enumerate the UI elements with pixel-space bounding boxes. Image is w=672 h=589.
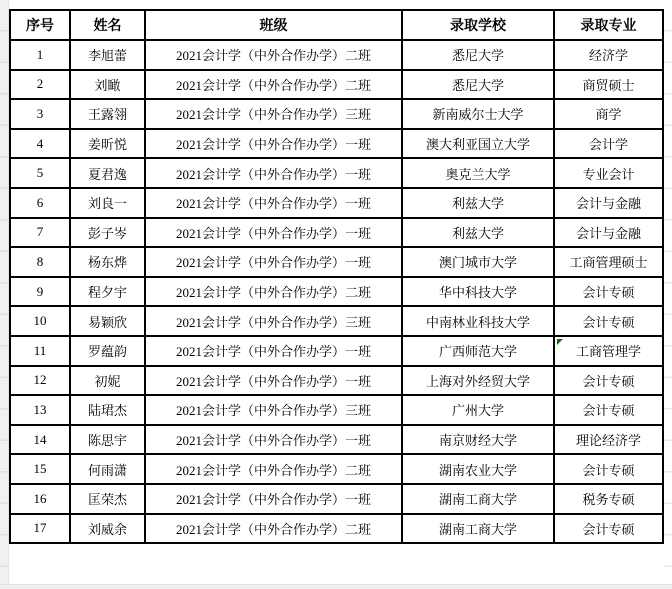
table-cell[interactable]: 7 xyxy=(10,218,70,248)
table-cell[interactable]: 2021会计学（中外合作办学）一班 xyxy=(145,218,402,248)
col-header-major[interactable]: 录取专业 xyxy=(554,10,663,40)
table-cell[interactable]: 上海对外经贸大学 xyxy=(402,366,554,396)
table-cell[interactable]: 2021会计学（中外合作办学）一班 xyxy=(145,188,402,218)
table-cell[interactable]: 会计专硕 xyxy=(554,514,663,544)
table-cell[interactable]: 2021会计学（中外合作办学）一班 xyxy=(145,425,402,455)
table-cell[interactable]: 广州大学 xyxy=(402,395,554,425)
col-header-school[interactable]: 录取学校 xyxy=(402,10,554,40)
table-cell[interactable]: 理论经济学 xyxy=(554,425,663,455)
table-row xyxy=(10,514,663,544)
table-cell[interactable]: 何雨潇 xyxy=(70,454,145,484)
table-body xyxy=(10,40,663,543)
table-cell[interactable]: 奥克兰大学 xyxy=(402,158,554,188)
col-header-class[interactable]: 班级 xyxy=(145,10,402,40)
table-cell[interactable]: 李旭蕾 xyxy=(70,40,145,70)
table-cell[interactable]: 会计专硕 xyxy=(554,306,663,336)
table-cell[interactable]: 2021会计学（中外合作办学）一班 xyxy=(145,336,402,366)
table-cell[interactable]: 程夕宇 xyxy=(70,277,145,307)
table-cell[interactable]: 中南林业科技大学 xyxy=(402,306,554,336)
table-row xyxy=(10,188,663,218)
table-cell[interactable]: 2021会计学（中外合作办学）一班 xyxy=(145,366,402,396)
table-row xyxy=(10,70,663,100)
table-cell[interactable]: 会计与金融 xyxy=(554,188,663,218)
header-row xyxy=(10,10,663,40)
table-row xyxy=(10,158,663,188)
table-cell[interactable]: 杨东烨 xyxy=(70,247,145,277)
table-cell[interactable]: 刘威余 xyxy=(70,514,145,544)
table-cell[interactable]: 商学 xyxy=(554,99,663,129)
table-cell[interactable]: 13 xyxy=(10,395,70,425)
table-cell[interactable]: 经济学 xyxy=(554,40,663,70)
table-cell[interactable]: 12 xyxy=(10,366,70,396)
table-cell[interactable]: 初妮 xyxy=(70,366,145,396)
table-row xyxy=(10,395,663,425)
table-cell[interactable]: 10 xyxy=(10,306,70,336)
table-cell[interactable]: 工商管理硕士 xyxy=(554,247,663,277)
table-cell[interactable]: 利兹大学 xyxy=(402,188,554,218)
table-cell[interactable]: 16 xyxy=(10,484,70,514)
table-cell[interactable]: 彭子岑 xyxy=(70,218,145,248)
table-row xyxy=(10,336,663,366)
table-cell[interactable]: 2021会计学（中外合作办学）二班 xyxy=(145,40,402,70)
table-row xyxy=(10,366,663,396)
sheet-margin-left xyxy=(0,0,9,589)
table-cell[interactable]: 陈思宇 xyxy=(70,425,145,455)
table-cell[interactable]: 湖南农业大学 xyxy=(402,454,554,484)
table-cell[interactable]: 11 xyxy=(10,336,70,366)
table-cell[interactable]: 澳门城市大学 xyxy=(402,247,554,277)
table-cell[interactable]: 会计专硕 xyxy=(554,395,663,425)
table-row xyxy=(10,247,663,277)
table-cell[interactable]: 5 xyxy=(10,158,70,188)
table-row xyxy=(10,218,663,248)
table-cell[interactable]: 2021会计学（中外合作办学）二班 xyxy=(145,514,402,544)
table-cell[interactable]: 匡荣杰 xyxy=(70,484,145,514)
table-cell[interactable]: 夏君逸 xyxy=(70,158,145,188)
table-cell[interactable]: 2021会计学（中外合作办学）二班 xyxy=(145,70,402,100)
table-cell[interactable]: 17 xyxy=(10,514,70,544)
table-cell[interactable]: 14 xyxy=(10,425,70,455)
table-cell[interactable]: 3 xyxy=(10,99,70,129)
table-row xyxy=(10,454,663,484)
table-cell[interactable]: 2021会计学（中外合作办学）一班 xyxy=(145,247,402,277)
table-cell[interactable]: 易颖欣 xyxy=(70,306,145,336)
table-cell[interactable]: 9 xyxy=(10,277,70,307)
table-cell[interactable]: 6 xyxy=(10,188,70,218)
sheet-margin-bottom xyxy=(0,584,672,589)
table-cell[interactable]: 会计专硕 xyxy=(554,277,663,307)
table-cell[interactable]: 姜昕悦 xyxy=(70,129,145,159)
col-header-name[interactable]: 姓名 xyxy=(70,10,145,40)
table-cell[interactable]: 2021会计学（中外合作办学）三班 xyxy=(145,395,402,425)
table-row xyxy=(10,484,663,514)
table-cell[interactable]: 会计专硕 xyxy=(554,366,663,396)
table-row xyxy=(10,306,663,336)
table-cell[interactable]: 专业会计 xyxy=(554,158,663,188)
sheet-margin-right xyxy=(664,0,672,589)
table-row xyxy=(10,99,663,129)
admissions-table xyxy=(9,9,664,544)
table-cell[interactable]: 4 xyxy=(10,129,70,159)
table-cell[interactable]: 8 xyxy=(10,247,70,277)
table-cell[interactable]: 悉尼大学 xyxy=(402,40,554,70)
table-cell[interactable]: 王露翎 xyxy=(70,99,145,129)
table-row xyxy=(10,40,663,70)
table-row xyxy=(10,129,663,159)
table-cell[interactable]: 2021会计学（中外合作办学）二班 xyxy=(145,277,402,307)
table-cell[interactable]: 会计学 xyxy=(554,129,663,159)
table-cell[interactable]: 2021会计学（中外合作办学）一班 xyxy=(145,129,402,159)
table-cell[interactable]: 利兹大学 xyxy=(402,218,554,248)
table-cell[interactable]: 澳大利亚国立大学 xyxy=(402,129,554,159)
table-cell[interactable]: 2021会计学（中外合作办学）一班 xyxy=(145,484,402,514)
table-cell[interactable]: 湖南工商大学 xyxy=(402,484,554,514)
table-cell[interactable]: 2021会计学（中外合作办学）三班 xyxy=(145,306,402,336)
table-cell[interactable]: 2021会计学（中外合作办学）一班 xyxy=(145,158,402,188)
table-cell[interactable]: 广西师范大学 xyxy=(402,336,554,366)
table-row xyxy=(10,277,663,307)
table-cell[interactable]: 税务专硕 xyxy=(554,484,663,514)
comment-indicator-icon xyxy=(557,339,563,345)
table-cell[interactable]: 会计与金融 xyxy=(554,218,663,248)
table-cell[interactable]: 罗蕴韵 xyxy=(70,336,145,366)
table-cell[interactable]: 刘瞰 xyxy=(70,70,145,100)
table-cell[interactable]: 刘良一 xyxy=(70,188,145,218)
table-cell[interactable]: 15 xyxy=(10,454,70,484)
table-cell[interactable]: 湖南工商大学 xyxy=(402,514,554,544)
table-cell[interactable]: 会计专硕 xyxy=(554,454,663,484)
table-cell[interactable]: 南京财经大学 xyxy=(402,425,554,455)
table-cell[interactable]: 2 xyxy=(10,70,70,100)
table-cell[interactable]: 悉尼大学 xyxy=(402,70,554,100)
table-cell[interactable]: 1 xyxy=(10,40,70,70)
table-cell[interactable]: 华中科技大学 xyxy=(402,277,554,307)
table-cell[interactable]: 新南威尔士大学 xyxy=(402,99,554,129)
table-cell[interactable]: 工商管理学 xyxy=(554,336,663,366)
table-cell[interactable]: 陆珺杰 xyxy=(70,395,145,425)
table-cell[interactable]: 商贸硕士 xyxy=(554,70,663,100)
col-header-index[interactable]: 序号 xyxy=(10,10,70,40)
table-cell[interactable]: 2021会计学（中外合作办学）三班 xyxy=(145,99,402,129)
table-row xyxy=(10,425,663,455)
table-cell[interactable]: 2021会计学（中外合作办学）二班 xyxy=(145,454,402,484)
